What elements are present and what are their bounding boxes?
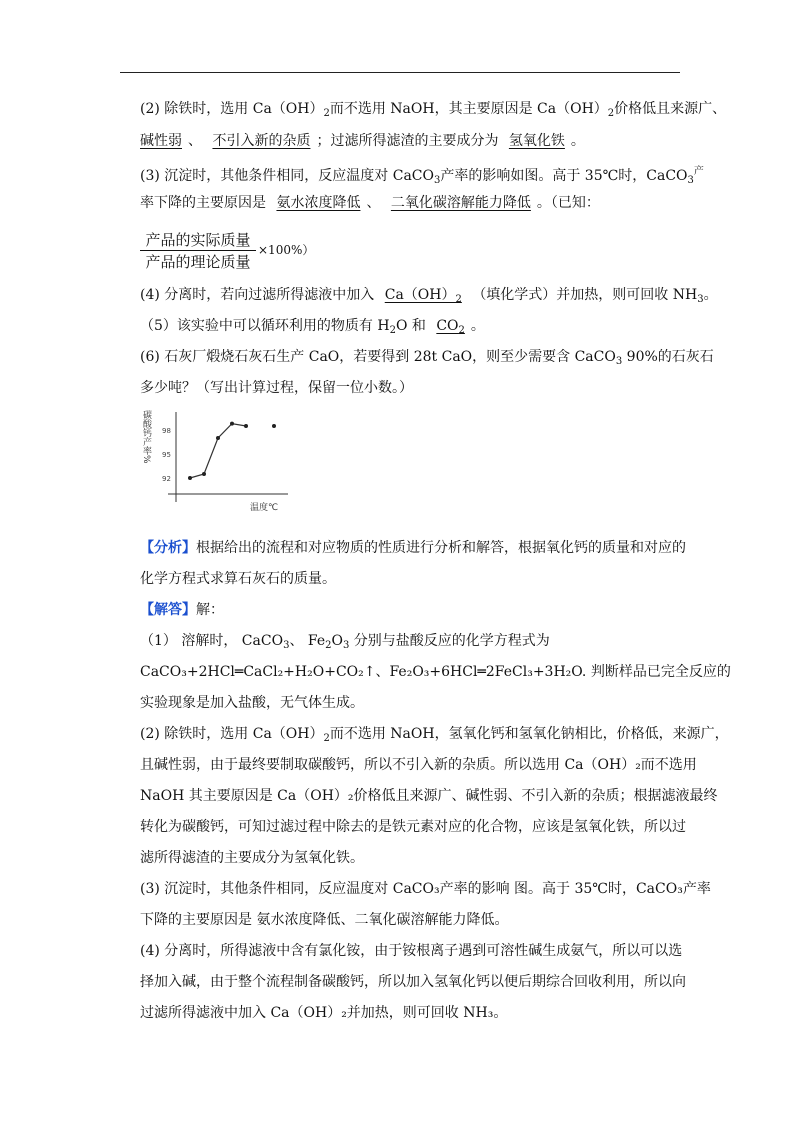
y-tick-label: 98 [162, 427, 171, 435]
formula-numerator: 产品的实际质量 [140, 229, 256, 251]
yield-temperature-chart [140, 404, 290, 520]
q5-answer: $CO_2$ [436, 318, 465, 336]
sol3-line2: 下降的主要原因是 氨水浓度降低、二氧化碳溶解能力降低。 [140, 912, 509, 928]
y-tick-label: 92 [162, 475, 171, 483]
q6-line2: 多少吨？（写出计算过程，保留一位小数。） [140, 380, 413, 396]
analysis-tag: 【分析】 [140, 540, 196, 556]
analysis-line2: 化学方程式求算石灰石的质量。 [140, 571, 336, 587]
sol4-line3: 过滤所得滤液中加入 Ca（OH）₂并加热，则可回收 NH₃。 [140, 1005, 508, 1021]
sol1-line2: CaCO₃+2HCl═CaCl₂+H₂O+CO₂↑、Fe₂O₃+6HCl═2FeCl₃+3H₂O. 判断样品已完全反应的 [140, 664, 731, 680]
sol2-line2: 且碱性弱，由于最终要制取碳酸钙，所以不引入新的杂质。所以选用 Ca（OH）₂而不选用 [140, 757, 697, 773]
data-point [202, 472, 206, 476]
data-point [244, 424, 248, 428]
sol2-line3: NaOH 其主要原因是 Ca（OH）₂价格低且来源广、碱性弱、不引入新的杂质；根据滤液最终 [140, 788, 718, 804]
q3-line1: (3) 沉淀时，其他条件相同，反应温度对 CaCO$_3$产率的影响如图。高于 35℃时，CaCO$_3^产$ [140, 166, 704, 186]
q3-line2: 率下降的主要原因是 氨水浓度降低 、 二氧化碳溶解能力降低 。（已知： [140, 195, 600, 211]
sol1-line3: 实验现象是加入盐酸，无气体生成。 [140, 695, 364, 711]
sol2-line1: (2) 除铁时，选用 $Ca(OH)_2$而不选用 NaOH，氢氧化钙和氢氧化钠相比，价格低，来源广， [140, 726, 729, 744]
header-rule [120, 72, 680, 73]
data-point [216, 436, 220, 440]
sol1-line1: （1） 溶解时， CaCO$_3$、 $Fe_2O_3$ 分别与盐酸反应的化学方程式为 [140, 633, 550, 651]
y-tick-label: 95 [162, 451, 171, 459]
chart-xlabel: 温度℃ [250, 503, 279, 513]
q2-answer-2: 不引入新的杂质 [212, 133, 311, 149]
sol2-line5: 滤所得滤渣的主要成分为氢氧化铁。 [140, 850, 364, 866]
q2-line2: 碱性弱 、 不引入新的杂质 ；过滤所得滤渣的主要成分为 氢氧化铁 。 [140, 133, 585, 149]
q3-answer-2: 二氧化碳溶解能力降低 [390, 195, 531, 211]
analysis-line1: 【分析】根据给出的流程和对应物质的性质进行分析和解答，根据氧化钙的质量和对应的 [140, 540, 686, 556]
sol4-line2: 择加入碱，由于整个流程制备碳酸钙，所以加入氢氧化钙以便后期综合回收利用，所以向 [140, 974, 686, 990]
chart-ylabel: 碳酸钙产率% [141, 410, 151, 464]
q2-answer-3: 氢氧化铁 [508, 133, 565, 149]
answer-tag: 【解答】 [140, 602, 196, 618]
chart-svg [140, 404, 290, 516]
data-point [272, 424, 276, 428]
formula-tail: ×100%） [258, 243, 315, 257]
q6-line1: (6) 石灰厂煅烧石灰石生产 CaO，若要得到 28t CaO，则至少需要含 CaCO$_3$ 90%的石灰石 [140, 349, 714, 367]
q5-line: （5）该实验中可以循环利用的物质有 $H_2O$ 和 $CO_2$ 。 [140, 318, 485, 336]
sol2-line4: 转化为碳酸钙，可知过滤过程中除去的是铁元素对应的化合物，应该是氢氧化铁，所以过 [140, 819, 686, 835]
answer-heading: 【解答】解： [140, 602, 224, 618]
sol4-line1: (4) 分离时，所得滤液中含有氯化铵，由于铵根离子遇到可溶性碱生成氨气，所以可以选 [140, 943, 683, 959]
data-point [188, 476, 192, 480]
q2-answer-1: 碱性弱 [140, 133, 182, 149]
series-line [190, 424, 246, 478]
q4-line: (4) 分离时，若向过滤所得滤液中加入 $Ca(OH)_2$ （填化学式）并加热，则可回收 $NH_3$。 [140, 287, 718, 305]
data-point [230, 422, 234, 426]
sol3-line1: (3) 沉淀时，其他条件相同，反应温度对 CaCO₃产率的影响 图。高于 35℃时，CaCO₃产率 [140, 881, 711, 897]
q2-line1: (2) 除铁时，选用 $Ca(OH)_2$而不选用 NaOH，其主要原因是 $Ca(OH)_2$价格低且来源广、 [140, 101, 727, 119]
q4-answer: $Ca(OH)_2$ [384, 287, 462, 305]
chart-marks [162, 422, 276, 483]
formula-denominator: 产品的理论质量 [145, 253, 251, 271]
q3-answer-1: 氨水浓度降低 [276, 195, 361, 211]
